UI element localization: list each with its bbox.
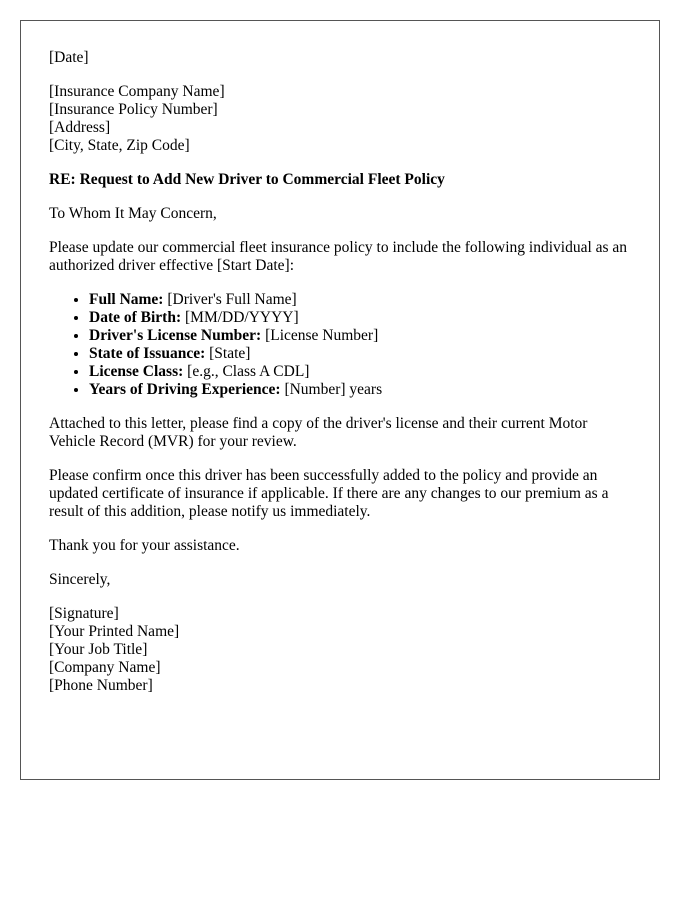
detail-label: License Class: bbox=[89, 363, 184, 380]
detail-label: Full Name: bbox=[89, 291, 164, 308]
list-item bbox=[89, 345, 631, 363]
recipient-company-name: [Insurance Company Name] bbox=[49, 83, 225, 100]
detail-label: Years of Driving Experience: bbox=[89, 381, 281, 398]
list-item bbox=[89, 309, 631, 327]
list-item bbox=[89, 363, 631, 381]
detail-label: Date of Birth: bbox=[89, 309, 182, 326]
sender-company-name: [Company Name] bbox=[49, 659, 161, 676]
signature-placeholder: [Signature] bbox=[49, 605, 119, 622]
list-item bbox=[89, 381, 631, 399]
salutation: To Whom It May Concern, bbox=[49, 205, 217, 222]
list-item bbox=[89, 291, 631, 309]
recipient-address: [Address] bbox=[49, 119, 111, 136]
signature-block bbox=[49, 605, 631, 695]
thanks-line: Thank you for your assistance. bbox=[49, 537, 240, 554]
letter-date: [Date] bbox=[49, 49, 89, 66]
recipient-address-block bbox=[49, 83, 631, 155]
phone-number: [Phone Number] bbox=[49, 677, 153, 694]
date-block bbox=[49, 49, 631, 67]
recipient-city-state-zip: [City, State, Zip Code] bbox=[49, 137, 190, 154]
closing-line: Sincerely, bbox=[49, 571, 111, 588]
attachment-paragraph: Attached to this letter, please find a copy of the driver's license and their current Motor Vehicle Record (MVR) for your review. bbox=[49, 415, 588, 450]
confirmation-paragraph: Please confirm once this driver has been successfully added to the policy and provide an updated certificate of insurance if applicable. If there are any changes to our premium as a result of this addition, please notify us immediately. bbox=[49, 467, 609, 520]
job-title: [Your Job Title] bbox=[49, 641, 148, 658]
detail-label: Driver's License Number: bbox=[89, 327, 262, 344]
subject-line: RE: Request to Add New Driver to Commercial Fleet Policy bbox=[49, 171, 445, 188]
recipient-policy-number: [Insurance Policy Number] bbox=[49, 101, 218, 118]
intro-paragraph: Please update our commercial fleet insurance policy to include the following individual as an authorized driver effective [Start Date]: bbox=[49, 239, 628, 274]
detail-value: [MM/DD/YYYY] bbox=[181, 309, 299, 326]
detail-value: [Driver's Full Name] bbox=[163, 291, 297, 308]
detail-value: [License Number] bbox=[261, 327, 379, 344]
detail-value: [State] bbox=[205, 345, 251, 362]
letter-page bbox=[20, 20, 660, 780]
detail-value: [Number] years bbox=[280, 381, 383, 398]
detail-label: State of Issuance: bbox=[89, 345, 206, 362]
driver-details-list bbox=[49, 291, 631, 399]
detail-value: [e.g., Class A CDL] bbox=[183, 363, 310, 380]
printed-name: [Your Printed Name] bbox=[49, 623, 180, 640]
list-item bbox=[89, 327, 631, 345]
